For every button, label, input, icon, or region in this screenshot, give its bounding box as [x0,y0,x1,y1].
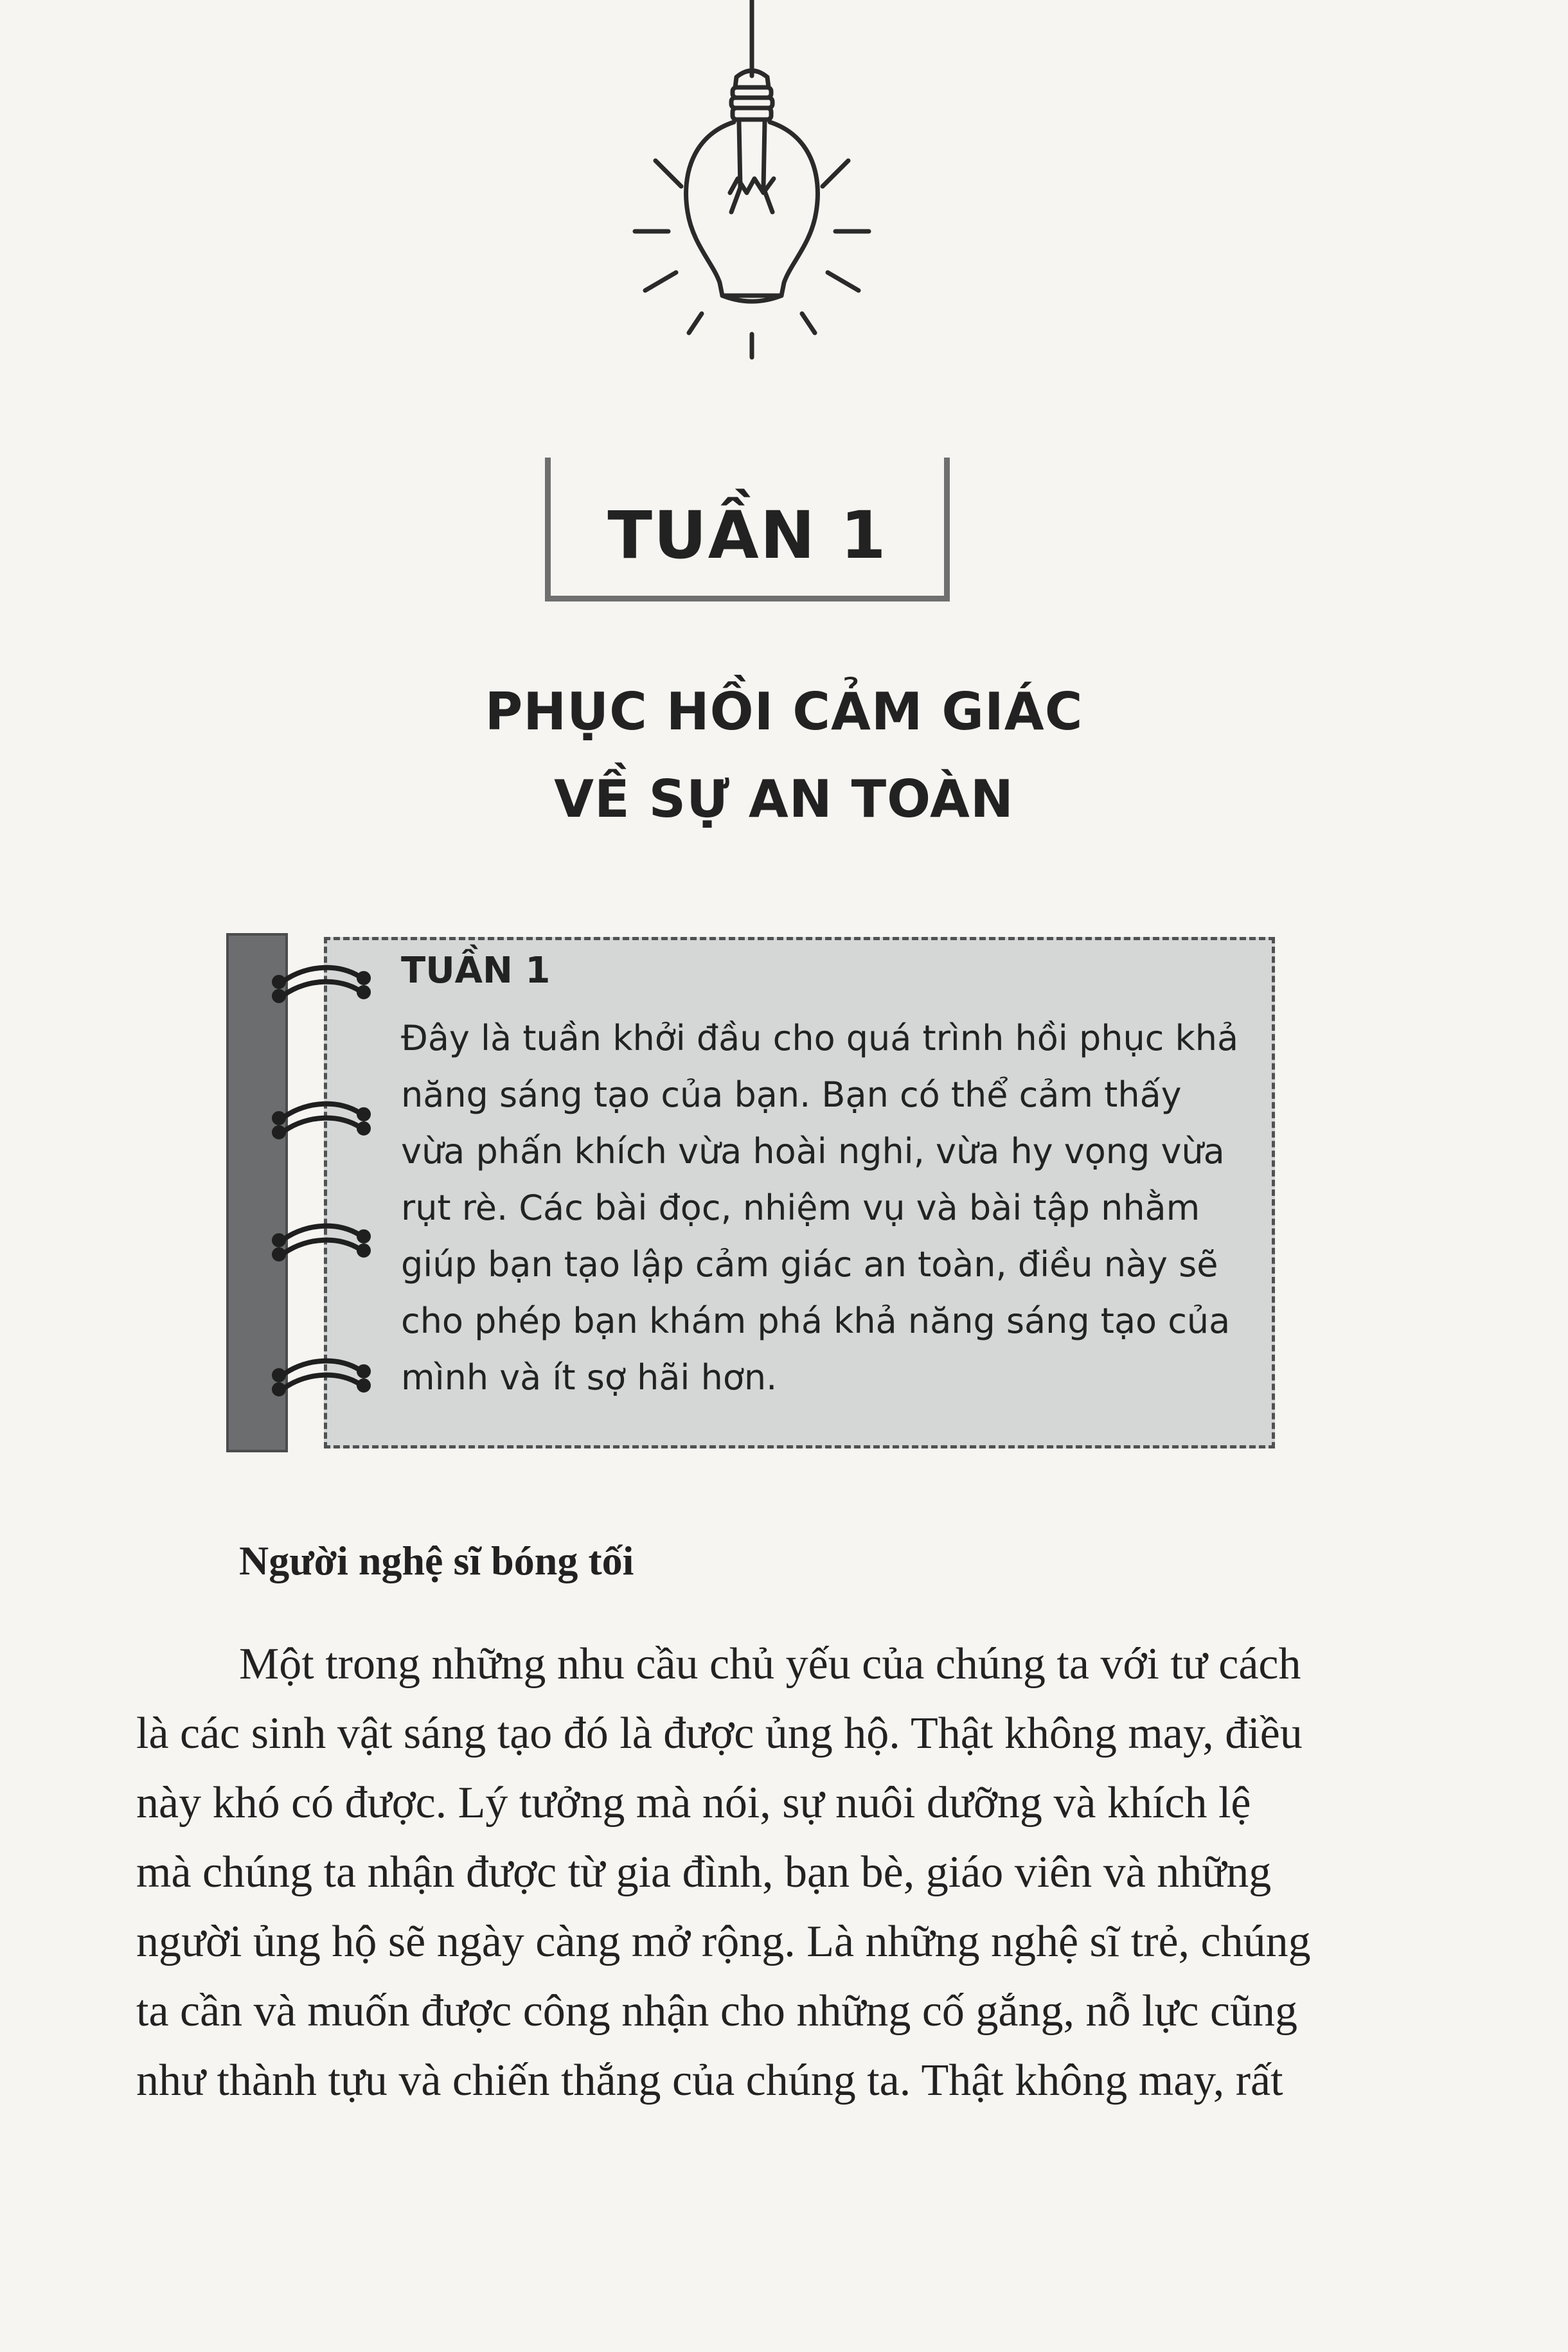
chapter-title-line: PHỤC HỒI CẢM GIÁC [485,682,1083,742]
note-line: giúp bạn tạo lập cảm giác an toàn, điều này sẽ [401,1244,1218,1285]
note-line: vừa phấn khích vừa hoài nghi, vừa hy vọng vừa [401,1131,1225,1172]
note-heading: TUẦN 1 [401,950,551,992]
light-bulb-icon [617,0,887,373]
body-line: người ủng hộ sẽ ngày càng mở rộng. Là những nghệ sĩ trẻ, chúng [136,1917,1311,1966]
note-line: rụt rè. Các bài đọc, nhiệm vụ và bài tập nhằm [401,1188,1200,1228]
chapter-title-line: VỀ SỰ AN TOÀN [554,769,1014,829]
body-line: Một trong những nhu cầu chủ yếu của chúng ta với tư cách [239,1639,1301,1689]
body-line: mà chúng ta nhận được từ gia đình, bạn bè, giáo viên và những [136,1848,1272,1897]
body-paragraph [136,1630,1421,2116]
note-line: Đây là tuần khởi đầu cho quá trình hồi phục khả [401,1018,1239,1058]
body-line: này khó có được. Lý tưởng mà nói, sự nuôi dưỡng và khích lệ [136,1778,1251,1828]
note-line: mình và ít sợ hãi hơn. [401,1357,778,1398]
note-line: năng sáng tạo của bạn. Bạn có thể cảm thấy [401,1074,1182,1115]
note-line: cho phép bạn khám phá khả năng sáng tạo của [401,1301,1231,1341]
section-heading: Người nghệ sĩ bóng tối [239,1538,634,1583]
week-label-frame [545,458,950,601]
body-line: như thành tựu và chiến thắng của chúng ta. Thật không may, rất [136,2056,1283,2105]
chapter-title [257,668,1311,843]
body-line: là các sinh vật sáng tạo đó là được ủng hộ. Thật không may, điều [136,1709,1303,1758]
body-line: ta cần và muốn được công nhận cho những cố gắng, nỗ lực cũng [136,1986,1298,2036]
week-label: TUẦN 1 [607,497,887,574]
ring-binder-icon [270,938,386,1452]
note-body [401,1010,1262,1406]
